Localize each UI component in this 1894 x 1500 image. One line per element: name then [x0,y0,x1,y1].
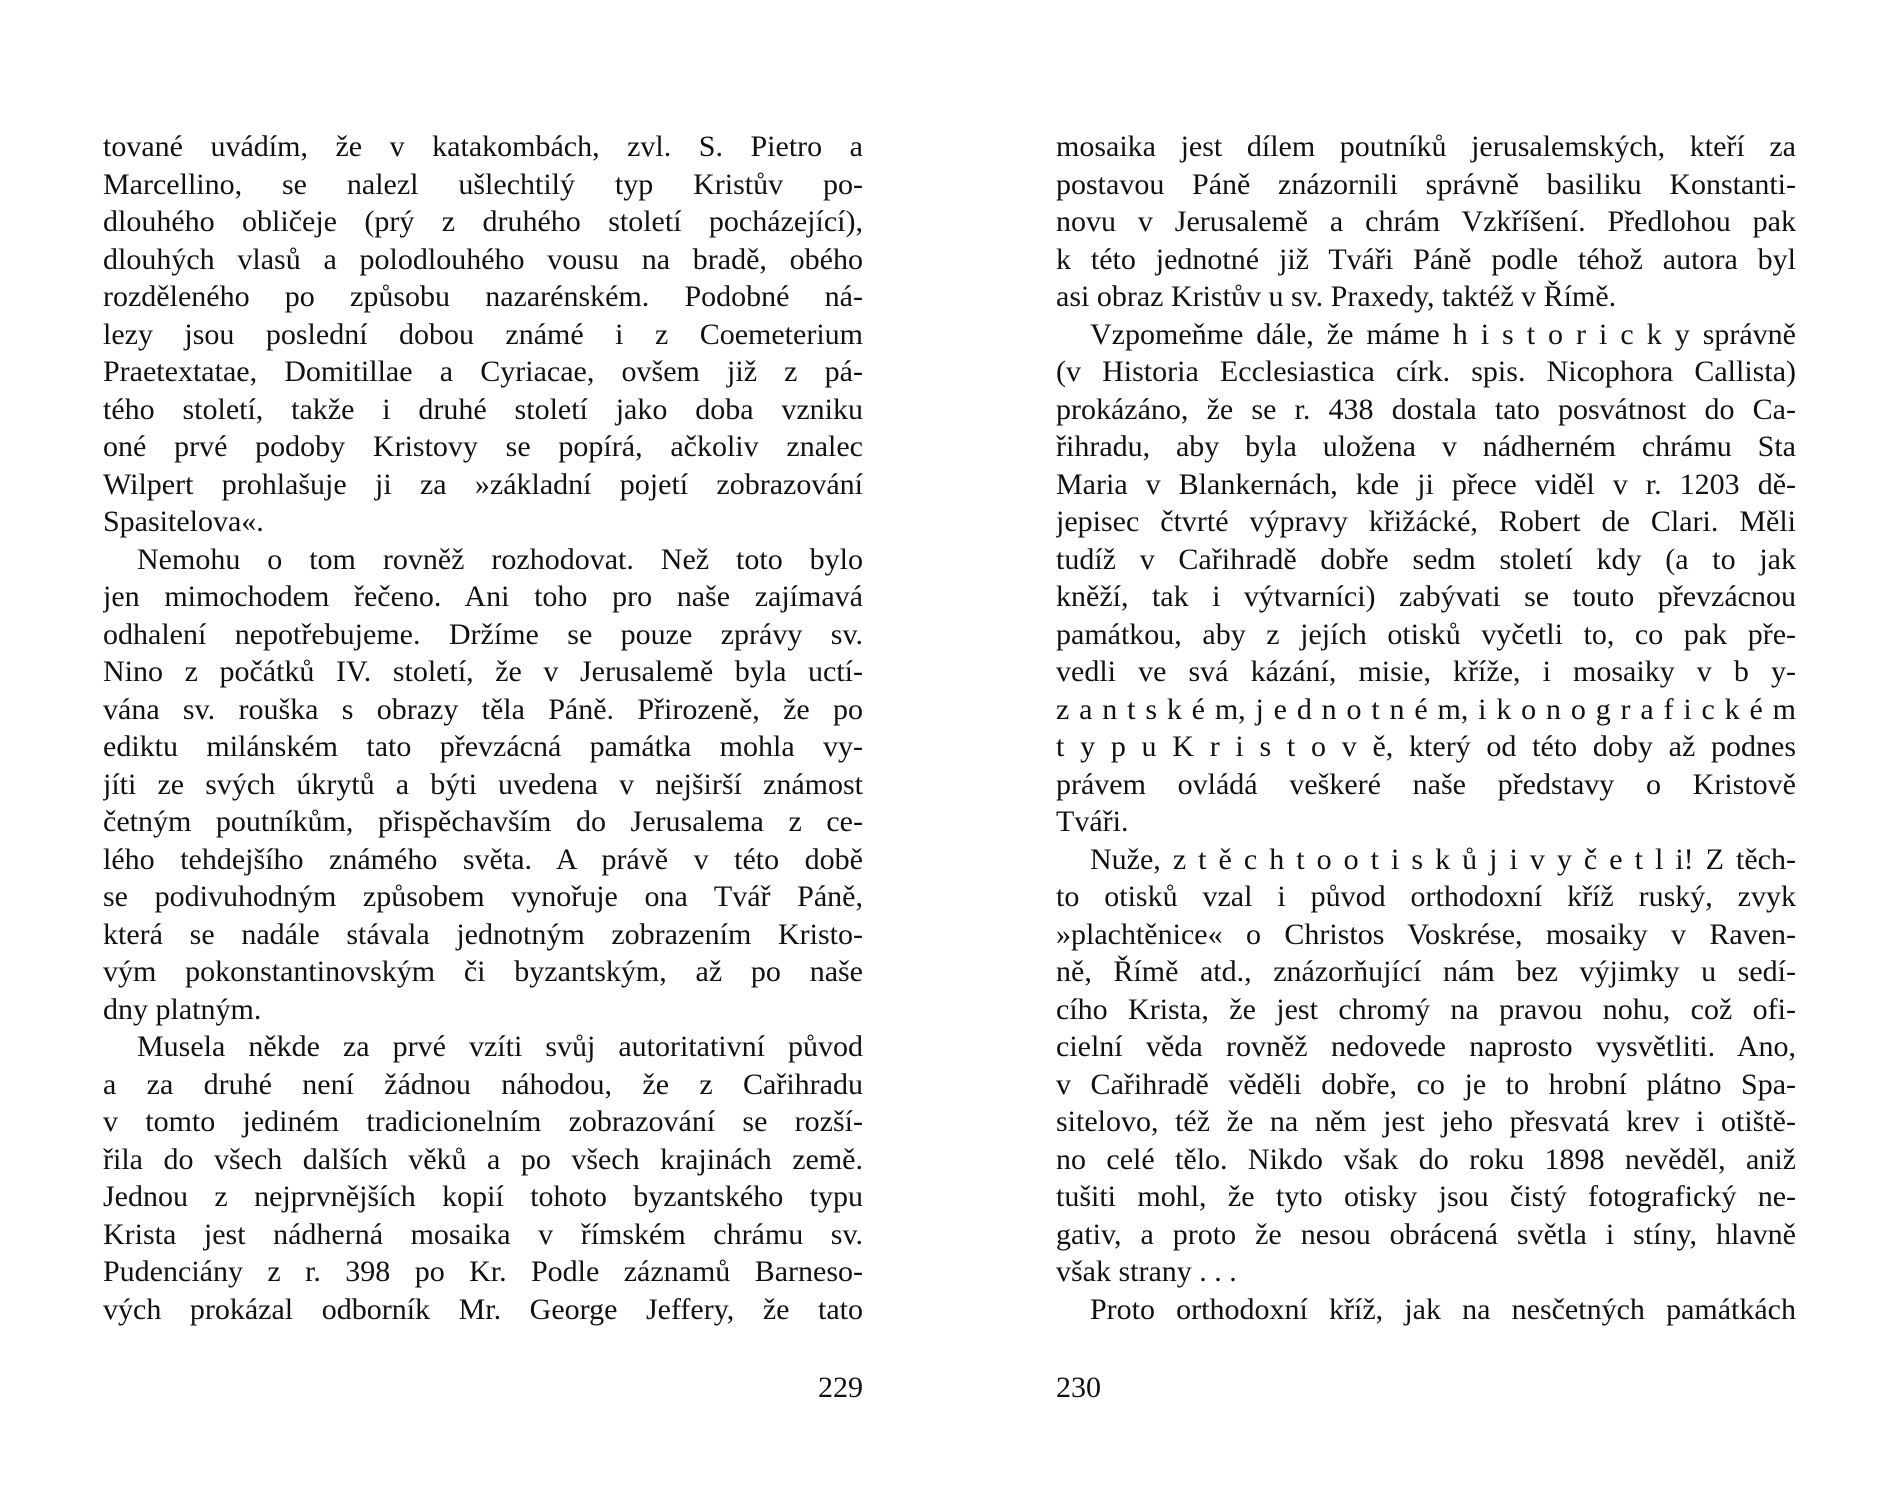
text-line: řila do všech dalších věků a po všech krajinách země. [103,1142,863,1176]
text-line: tušiti mohl, že tyto otisky jsou čistý fotografický ne- [1056,1180,1796,1213]
text-line: v tomto jediném tradicionelním zobrazování se rozší- [103,1105,863,1138]
text-line: Krista jest nádherná mosaika v římském chrámu sv. [103,1217,863,1251]
left-page-number: 229 [818,1371,863,1404]
text-line: asi obraz Kristův u sv. Praxedy, taktéž v Římě. [1056,280,1617,313]
text-line: cielní věda rovněž nedovede naprosto vysvětliti. Ano, [1056,1030,1796,1063]
text-line: no celé tělo. Nikdo však do roku 1898 nevěděl, aniž [1056,1142,1796,1176]
text-line: odhalení nepotřebujeme. Držíme se pouze zprávy sv. [103,617,863,651]
text-line: Jednou z nejprvnějších kopií tohoto byzantského typu [103,1180,863,1213]
text-line: cího Krista, že jest chromý na pravou nohu, což ofi- [1056,992,1796,1026]
text-line: lého tehdejšího známého světa. A právě v této době [103,842,863,876]
text-line: památkou, aby z jejích otisků vyčetli to, co pak pře- [1056,617,1796,651]
text-line: k této jednotné již Tváři Páně podle téhož autora byl [1056,242,1796,276]
text-line: dny platným. [103,992,262,1026]
text-line: vedli ve svá kázání, misie, kříže, i mosaiky v b y- [1056,655,1796,688]
text-line: dlouhých vlasů a polodlouhého vousu na bradě, obého [103,242,863,276]
text-line: četným poutníkům, přispěchavším do Jerusalema z ce- [103,805,863,838]
text-line: ediktu milánském tato převzácná památka mohla vy- [103,730,863,763]
text-line: Marcellino, se nalezl ušlechtilý typ Kristův po- [103,167,863,201]
text-line: to otisků vzal i původ orthodoxní kříž ruský, zvyk [1056,880,1796,913]
text-line: »plachtěnice« o Christos Voskrése, mosaiky v Raven- [1056,917,1796,951]
text-line: prokázáno, že se r. 438 dostala tato posvátnost do Ca- [1056,392,1796,426]
text-line: sitelovo, též že na něm jest jeho přesvatá krev i otiště- [1056,1105,1796,1138]
text-line: Nuže, z t ě c h t o o t i s k ů j i v y č e t l i! Z těch- [1090,842,1796,876]
text-line: rozděleného po způsobu nazarénském. Podobné ná- [103,280,863,313]
text-line: Proto orthodoxní kříž, jak na nesčetných památkách [1090,1292,1796,1326]
text-line: Nino z počátků IV. století, že v Jerusalemě byla uctí- [103,655,863,688]
text-line: oné prvé podoby Kristovy se popírá, ačkoliv znalec [103,430,863,463]
text-line: lezy jsou poslední dobou známé i z Coemeterium [103,317,863,351]
text-line: Praetextatae, Domitillae a Cyriacae, ovšem již z pá- [103,355,863,388]
text-line: právem ovládá veškeré naše představy o Kristově [1056,767,1796,801]
text-line: mosaika jest dílem poutníků jerusalemských, kteří za [1056,130,1796,163]
right-page [1056,0,1796,1500]
text-line: jepisec čtvrté výpravy křižácké, Robert de Clari. Měli [1056,505,1796,538]
text-line: která se nadále stávala jednotným zobrazením Kristo- [103,917,863,951]
text-line: a za druhé není žádnou náhodou, že z Cařihradu [103,1067,863,1101]
text-line: vána sv. rouška s obrazy těla Páně. Přirozeně, že po [103,692,863,726]
text-line: Musela někde za prvé vzíti svůj autoritativní původ [137,1030,863,1063]
text-line: jen mimochodem řečeno. Ani toho pro naše zajímavá [103,580,863,613]
text-line: Nemohu o tom rovněž rozhodovat. Než toto bylo [137,542,863,576]
text-line: Tváři. [1056,805,1129,838]
text-line: se podivuhodným způsobem vynořuje ona Tvář Páně, [103,880,863,913]
text-line: tého století, takže i druhé století jako doba vzniku [103,392,863,426]
text-line: kněží, tak i výtvarníci) zabývati se touto převzácnou [1056,580,1796,613]
right-page-text [1056,128,1796,1328]
text-line: řihradu, aby byla uložena v nádherném chrámu Sta [1056,430,1796,463]
text-line: postavou Páně znázornili správně basiliku Konstanti- [1056,167,1796,201]
text-line: z a n t s k é m, j e d n o t n é m, i k o n o g r a f i c k é m [1056,692,1796,726]
left-page-text [103,128,863,1328]
text-line: dlouhého obličeje (prý z druhého století pocházející), [103,205,863,238]
text-line: Spasitelova«. [103,505,264,538]
text-line: v Cařihradě věděli dobře, co je to hrobní plátno Spa- [1056,1067,1796,1101]
right-page-number: 230 [1056,1371,1101,1404]
text-line: Maria v Blankernách, kde ji přece viděl v r. 1203 dě- [1056,467,1796,501]
left-page [103,0,863,1500]
text-line: ně, Římě atd., znázorňující nám bez výjimky u sedí- [1056,955,1796,988]
text-line: však strany . . . [1056,1255,1237,1288]
text-line: t y p u K r i s t o v ě, který od této doby až podnes [1056,730,1796,763]
text-line: vým pokonstantinovským či byzantským, až po naše [103,955,863,988]
text-line: Wilpert prohlašuje ji za »základní pojetí zobrazování [103,467,863,501]
text-line: tudíž v Cařihradě dobře sedm století kdy (a to jak [1056,542,1796,576]
text-line: novu v Jerusalemě a chrám Vzkříšení. Předlohou pak [1056,205,1796,238]
text-line: vých prokázal odborník Mr. George Jeffery, že tato [103,1292,863,1326]
text-line: gativ, a proto že nesou obrácená světla i stíny, hlavně [1056,1217,1796,1251]
text-line: (v Historia Ecclesiastica círk. spis. Nicophora Callista) [1056,355,1796,388]
text-line: Vzpomeňme dále, že máme h i s t o r i c k y správně [1090,317,1796,351]
text-line: Pudenciány z r. 398 po Kr. Podle záznamů Barneso- [103,1255,863,1288]
text-line: tované uvádím, že v katakombách, zvl. S. Pietro a [103,130,863,163]
text-line: jíti ze svých úkrytů a býti uvedena v nejširší známost [103,767,863,801]
